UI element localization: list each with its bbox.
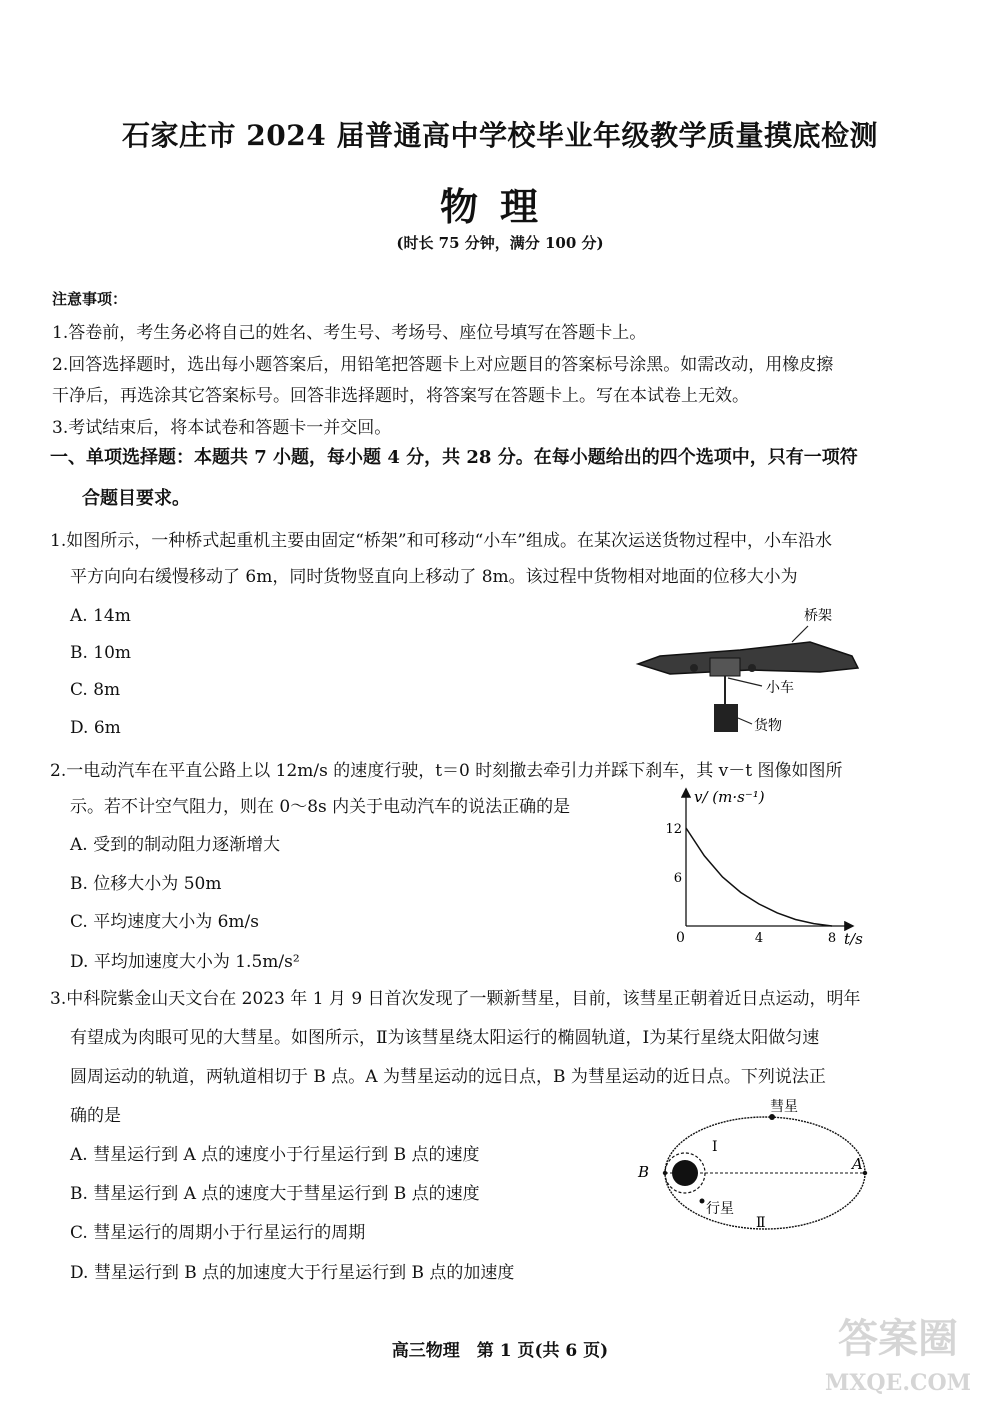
point-b-dot [663,1171,667,1175]
q3-stem-1: 3.中科院紫金山天文台在 2023 年 1 月 9 日首次发现了一颗新彗星，目前，该彗星正朝着近日点运动，明年 [50,989,861,1009]
velocity-curve [686,828,832,926]
cargo-box [714,704,738,732]
exam-title: 石家庄市 2024 届普通高中学校毕业年级教学质量摸底检测 [122,119,878,152]
q1-option-b: B. 10m [70,643,132,663]
section-1-heading: 一、单项选择题：本题共 7 小题，每小题 4 分，共 28 分。在每小题给出的四个选项中，只有一项符 [50,447,858,468]
exam-duration: (时长 75 分钟，满分 100 分) [396,234,604,252]
q3-option-d: D. 彗星运行到 B 点的加速度大于行星运行到 B 点的加速度 [70,1263,515,1283]
wheel-right [748,664,756,672]
q3-stem-2: 有望成为肉眼可见的大彗星。如图所示，Ⅱ为该彗星绕太阳运行的椭圆轨道，Ⅰ为某行星绕太阳做匀速 [70,1028,820,1048]
notice-item-2: 2.回答选择题时，选出每小题答案后，用铅笔把答题卡上对应题目的答案标号涂黑。如需改动，用橡皮擦 [52,355,834,375]
q2-stem-1: 2.一电动汽车在平直公路上以 12m/s 的速度行驶，t＝0 时刻撤去牵引力并踩下刹车，其 v－t 图像如图所 [50,761,843,781]
q2-stem-2: 示。若不计空气阻力，则在 0～8s 内关于电动汽车的说法正确的是 [70,797,571,817]
cart-body [710,658,740,676]
wheel-left [690,664,698,672]
q1-option-a: A. 14m [70,606,131,626]
planet-label: 行星 [706,1201,734,1217]
q2-option-a: A. 受到的制动阻力逐渐增大 [70,835,281,855]
comet-label: 彗星 [770,1099,798,1115]
origin-label: 0 [676,930,685,946]
section-1-heading-cont: 合题目要求。 [82,488,190,509]
notice-item-1: 1.答卷前，考生务必将自己的姓名、考生号、考场号、座位号填写在答题卡上。 [52,323,647,343]
point-b-label: B [638,1163,650,1181]
orbit-figure [630,1095,870,1245]
point-a-label: A [852,1155,863,1173]
bridge-beam [638,642,858,674]
watermark-line-1: 答案圈 [838,1315,958,1362]
q1-option-d: D. 6m [70,718,121,738]
q3-option-b: B. 彗星运行到 A 点的速度大于彗星运行到 B 点的速度 [70,1184,480,1204]
cargo-label: 货物 [754,718,782,734]
cart-leader-line [728,678,762,686]
point-a-dot [863,1171,867,1175]
crane-figure [630,598,870,743]
y-tick-label-12: 12 [665,822,682,837]
q1-stem-1: 1.如图所示，一种桥式起重机主要由固定“桥架”和可移动“小车”组成。在某次运送货物过程中，小车沿水 [50,531,832,551]
q3-option-a: A. 彗星运行到 A 点的速度小于行星运行到 B 点的速度 [70,1145,480,1165]
orbit-i-label: Ⅰ [712,1139,718,1155]
bridge-label: 桥架 [804,608,832,624]
watermark-line-2: MXQE.COM [824,1370,972,1396]
vt-chart [660,782,900,952]
q1-stem-2: 平方向向右缓慢移动了 6m，同时货物竖直向上移动了 8m。该过程中货物相对地面的位移大小为 [70,567,798,587]
q2-option-c: C. 平均速度大小为 6m/s [70,912,260,932]
q3-option-c: C. 彗星运行的周期小于行星运行的周期 [70,1223,366,1243]
y-tick-label-6: 6 [673,871,682,886]
watermark-logo [808,1300,988,1400]
cart-label: 小车 [766,680,794,696]
notice-heading: 注意事项： [52,290,128,308]
page-footer: 高三物理 第 1 页(共 6 页) [391,1341,609,1361]
notice-item-2-cont: 干净后，再选涂其它答案标号。回答非选择题时，将答案写在答题卡上。写在本试卷上无效。 [52,386,749,406]
x-tick-label-4: 4 [754,931,764,946]
q2-option-d: D. 平均加速度大小为 1.5m/s² [70,952,300,972]
y-axis-label: v/ (m·s⁻¹) [694,788,765,806]
cargo-leader-line [738,718,752,724]
subject-title: 物理 [439,184,560,229]
x-axis-label: t/s [844,930,863,948]
notice-item-3: 3.考试结束后，将本试卷和答题卡一并交回。 [52,418,392,438]
q2-option-b: B. 位移大小为 50m [70,874,222,894]
q1-option-c: C. 8m [70,680,121,700]
bridge-leader-line [792,626,808,642]
orbit-ii-label: Ⅱ [756,1215,766,1231]
planet-dot [700,1199,705,1204]
q3-stem-4: 确的是 [70,1106,121,1126]
x-tick-label-8: 8 [827,931,837,946]
q3-stem-3: 圆周运动的轨道，两轨道相切于 B 点。A 为彗星运动的远日点，B 为彗星运动的近日点。下列说法正 [70,1067,826,1087]
